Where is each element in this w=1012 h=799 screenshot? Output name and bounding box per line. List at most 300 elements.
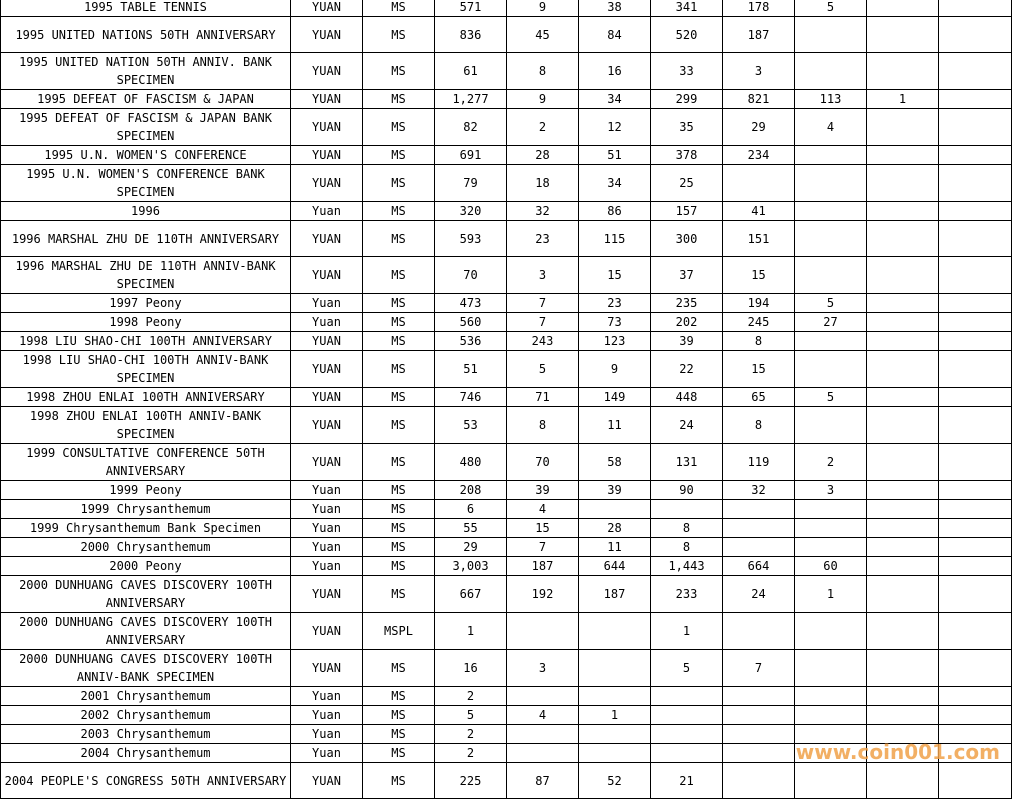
currency-cell[interactable]: YUAN [291, 165, 363, 202]
count-cell[interactable]: 27 [795, 313, 867, 332]
count-cell[interactable]: 52 [579, 763, 651, 799]
count-cell[interactable] [795, 519, 867, 538]
currency-cell[interactable]: YUAN [291, 109, 363, 146]
currency-cell[interactable]: YUAN [291, 17, 363, 53]
currency-cell[interactable]: YUAN [291, 650, 363, 687]
coin-name-cell[interactable]: 1999 Peony [1, 481, 291, 500]
count-cell[interactable]: 202 [651, 313, 723, 332]
count-cell[interactable] [867, 706, 939, 725]
grade-cell[interactable]: MS [363, 407, 435, 444]
count-cell[interactable]: 16 [579, 53, 651, 90]
currency-cell[interactable]: Yuan [291, 294, 363, 313]
count-cell[interactable] [939, 706, 1012, 725]
count-cell[interactable]: 16 [435, 650, 507, 687]
count-cell[interactable] [723, 744, 795, 763]
count-cell[interactable]: 235 [651, 294, 723, 313]
coin-name-cell[interactable]: 1996 MARSHAL ZHU DE 110TH ANNIVERSARY [1, 221, 291, 257]
count-cell[interactable]: 70 [507, 444, 579, 481]
count-cell[interactable] [939, 763, 1012, 799]
count-cell[interactable] [723, 519, 795, 538]
count-cell[interactable] [723, 500, 795, 519]
coin-name-cell[interactable]: 1995 UNITED NATIONS 50TH ANNIVERSARY [1, 17, 291, 53]
count-cell[interactable] [939, 407, 1012, 444]
count-cell[interactable]: 6 [435, 500, 507, 519]
count-cell[interactable] [795, 500, 867, 519]
count-cell[interactable] [939, 90, 1012, 109]
coin-name-cell[interactable]: 1995 U.N. WOMEN'S CONFERENCE BANK SPECIMEN [1, 165, 291, 202]
count-cell[interactable]: 5 [651, 650, 723, 687]
count-cell[interactable]: 23 [507, 221, 579, 257]
count-cell[interactable]: 8 [651, 519, 723, 538]
count-cell[interactable]: 35 [651, 109, 723, 146]
coin-name-cell[interactable]: 2000 DUNHUANG CAVES DISCOVERY 100TH ANNIVERSARY [1, 613, 291, 650]
count-cell[interactable] [939, 53, 1012, 90]
count-cell[interactable]: 8 [507, 53, 579, 90]
count-cell[interactable]: 571 [435, 0, 507, 17]
count-cell[interactable]: 23 [579, 294, 651, 313]
grade-cell[interactable]: MS [363, 53, 435, 90]
count-cell[interactable] [939, 109, 1012, 146]
count-cell[interactable]: 536 [435, 332, 507, 351]
grade-cell[interactable]: MS [363, 165, 435, 202]
count-cell[interactable]: 41 [723, 202, 795, 221]
count-cell[interactable]: 87 [507, 763, 579, 799]
coin-name-cell[interactable]: 2001 Chrysanthemum [1, 687, 291, 706]
count-cell[interactable] [867, 388, 939, 407]
count-cell[interactable]: 1 [795, 576, 867, 613]
coin-name-cell[interactable]: 2000 DUNHUANG CAVES DISCOVERY 100TH ANNIV-BANK SPECIMEN [1, 650, 291, 687]
count-cell[interactable]: 8 [723, 407, 795, 444]
count-cell[interactable]: 11 [579, 538, 651, 557]
count-cell[interactable]: 3 [507, 257, 579, 294]
grade-cell[interactable]: MS [363, 388, 435, 407]
count-cell[interactable]: 178 [723, 0, 795, 17]
count-cell[interactable]: 3,003 [435, 557, 507, 576]
coin-name-cell[interactable]: 1995 DEFEAT OF FASCISM & JAPAN BANK SPECIMEN [1, 109, 291, 146]
count-cell[interactable] [795, 650, 867, 687]
currency-cell[interactable]: YUAN [291, 576, 363, 613]
count-cell[interactable] [795, 538, 867, 557]
count-cell[interactable] [795, 165, 867, 202]
count-cell[interactable]: 187 [507, 557, 579, 576]
count-cell[interactable]: 4 [507, 500, 579, 519]
count-cell[interactable]: 29 [435, 538, 507, 557]
currency-cell[interactable]: Yuan [291, 744, 363, 763]
count-cell[interactable]: 28 [579, 519, 651, 538]
count-cell[interactable]: 243 [507, 332, 579, 351]
count-cell[interactable] [939, 481, 1012, 500]
currency-cell[interactable]: YUAN [291, 444, 363, 481]
count-cell[interactable] [867, 763, 939, 799]
grade-cell[interactable]: MS [363, 257, 435, 294]
count-cell[interactable] [795, 221, 867, 257]
count-cell[interactable] [867, 53, 939, 90]
grade-cell[interactable]: MS [363, 444, 435, 481]
currency-cell[interactable]: YUAN [291, 146, 363, 165]
coin-name-cell[interactable]: 1998 ZHOU ENLAI 100TH ANNIVERSARY [1, 388, 291, 407]
count-cell[interactable]: 448 [651, 388, 723, 407]
count-cell[interactable]: 51 [579, 146, 651, 165]
count-cell[interactable]: 73 [579, 313, 651, 332]
count-cell[interactable]: 7 [507, 313, 579, 332]
count-cell[interactable]: 5 [795, 294, 867, 313]
currency-cell[interactable]: YUAN [291, 332, 363, 351]
count-cell[interactable]: 55 [435, 519, 507, 538]
coin-name-cell[interactable]: 2002 Chrysanthemum [1, 706, 291, 725]
currency-cell[interactable]: YUAN [291, 53, 363, 90]
count-cell[interactable] [939, 221, 1012, 257]
count-cell[interactable]: 187 [723, 17, 795, 53]
count-cell[interactable]: 1 [435, 613, 507, 650]
count-cell[interactable]: 192 [507, 576, 579, 613]
grade-cell[interactable]: MS [363, 763, 435, 799]
count-cell[interactable]: 21 [651, 763, 723, 799]
grade-cell[interactable]: MS [363, 332, 435, 351]
coin-name-cell[interactable]: 1999 Chrysanthemum [1, 500, 291, 519]
currency-cell[interactable]: Yuan [291, 706, 363, 725]
count-cell[interactable]: 82 [435, 109, 507, 146]
count-cell[interactable]: 836 [435, 17, 507, 53]
count-cell[interactable]: 3 [507, 650, 579, 687]
count-cell[interactable] [867, 444, 939, 481]
count-cell[interactable] [867, 146, 939, 165]
count-cell[interactable]: 300 [651, 221, 723, 257]
count-cell[interactable]: 32 [723, 481, 795, 500]
count-cell[interactable]: 65 [723, 388, 795, 407]
coin-name-cell[interactable]: 1998 LIU SHAO-CHI 100TH ANNIVERSARY [1, 332, 291, 351]
count-cell[interactable] [939, 687, 1012, 706]
count-cell[interactable] [579, 687, 651, 706]
count-cell[interactable]: 5 [795, 388, 867, 407]
currency-cell[interactable]: YUAN [291, 763, 363, 799]
grade-cell[interactable]: MS [363, 538, 435, 557]
grade-cell[interactable]: MS [363, 576, 435, 613]
grade-cell[interactable]: MS [363, 687, 435, 706]
count-cell[interactable] [723, 538, 795, 557]
count-cell[interactable]: 8 [723, 332, 795, 351]
grade-cell[interactable]: MS [363, 557, 435, 576]
count-cell[interactable]: 131 [651, 444, 723, 481]
count-cell[interactable] [867, 481, 939, 500]
count-cell[interactable]: 2 [435, 725, 507, 744]
currency-cell[interactable]: Yuan [291, 538, 363, 557]
count-cell[interactable] [795, 351, 867, 388]
coin-name-cell[interactable]: 2004 Chrysanthemum [1, 744, 291, 763]
count-cell[interactable]: 119 [723, 444, 795, 481]
count-cell[interactable]: 58 [579, 444, 651, 481]
grade-cell[interactable]: MS [363, 146, 435, 165]
currency-cell[interactable]: YUAN [291, 351, 363, 388]
grade-cell[interactable]: MS [363, 313, 435, 332]
count-cell[interactable]: 1,277 [435, 90, 507, 109]
currency-cell[interactable]: Yuan [291, 519, 363, 538]
count-cell[interactable] [939, 257, 1012, 294]
count-cell[interactable]: 9 [579, 351, 651, 388]
currency-cell[interactable]: YUAN [291, 257, 363, 294]
count-cell[interactable] [795, 257, 867, 294]
grade-cell[interactable]: MS [363, 0, 435, 17]
count-cell[interactable] [939, 538, 1012, 557]
count-cell[interactable]: 225 [435, 763, 507, 799]
count-cell[interactable]: 245 [723, 313, 795, 332]
grade-cell[interactable]: MS [363, 351, 435, 388]
coin-name-cell[interactable]: 1995 UNITED NATION 50TH ANNIV. BANK SPECIMEN [1, 53, 291, 90]
currency-cell[interactable]: YUAN [291, 407, 363, 444]
count-cell[interactable] [507, 613, 579, 650]
count-cell[interactable]: 821 [723, 90, 795, 109]
count-cell[interactable]: 644 [579, 557, 651, 576]
count-cell[interactable] [867, 351, 939, 388]
count-cell[interactable]: 33 [651, 53, 723, 90]
count-cell[interactable]: 123 [579, 332, 651, 351]
coin-name-cell[interactable]: 2000 Chrysanthemum [1, 538, 291, 557]
coin-name-cell[interactable]: 1999 CONSULTATIVE CONFERENCE 50TH ANNIVERSARY [1, 444, 291, 481]
count-cell[interactable] [867, 557, 939, 576]
count-cell[interactable] [867, 17, 939, 53]
count-cell[interactable] [651, 744, 723, 763]
count-cell[interactable] [939, 444, 1012, 481]
count-cell[interactable]: 2 [795, 444, 867, 481]
count-cell[interactable] [867, 407, 939, 444]
grade-cell[interactable]: MS [363, 109, 435, 146]
count-cell[interactable]: 71 [507, 388, 579, 407]
count-cell[interactable]: 11 [579, 407, 651, 444]
count-cell[interactable]: 5 [435, 706, 507, 725]
count-cell[interactable] [723, 687, 795, 706]
count-cell[interactable]: 234 [723, 146, 795, 165]
count-cell[interactable]: 9 [507, 90, 579, 109]
count-cell[interactable]: 34 [579, 165, 651, 202]
count-cell[interactable]: 15 [507, 519, 579, 538]
count-cell[interactable]: 593 [435, 221, 507, 257]
count-cell[interactable]: 1 [579, 706, 651, 725]
count-cell[interactable]: 208 [435, 481, 507, 500]
count-cell[interactable] [867, 0, 939, 17]
count-cell[interactable]: 51 [435, 351, 507, 388]
count-cell[interactable]: 5 [507, 351, 579, 388]
count-cell[interactable]: 18 [507, 165, 579, 202]
count-cell[interactable]: 1 [867, 90, 939, 109]
count-cell[interactable] [939, 294, 1012, 313]
count-cell[interactable] [867, 109, 939, 146]
count-cell[interactable] [867, 294, 939, 313]
count-cell[interactable] [507, 744, 579, 763]
count-cell[interactable] [867, 332, 939, 351]
count-cell[interactable]: 8 [651, 538, 723, 557]
count-cell[interactable]: 37 [651, 257, 723, 294]
coin-name-cell[interactable]: 1996 [1, 202, 291, 221]
count-cell[interactable] [795, 202, 867, 221]
grade-cell[interactable]: MS [363, 17, 435, 53]
count-cell[interactable]: 187 [579, 576, 651, 613]
count-cell[interactable]: 8 [507, 407, 579, 444]
count-cell[interactable]: 32 [507, 202, 579, 221]
count-cell[interactable]: 38 [579, 0, 651, 17]
count-cell[interactable] [579, 650, 651, 687]
grade-cell[interactable]: MS [363, 500, 435, 519]
count-cell[interactable]: 1,443 [651, 557, 723, 576]
count-cell[interactable]: 15 [579, 257, 651, 294]
count-cell[interactable] [795, 17, 867, 53]
count-cell[interactable]: 7 [507, 294, 579, 313]
grade-cell[interactable]: MS [363, 90, 435, 109]
count-cell[interactable] [867, 650, 939, 687]
count-cell[interactable] [867, 257, 939, 294]
currency-cell[interactable]: Yuan [291, 202, 363, 221]
count-cell[interactable] [507, 687, 579, 706]
grade-cell[interactable]: MS [363, 519, 435, 538]
count-cell[interactable]: 151 [723, 221, 795, 257]
count-cell[interactable] [723, 165, 795, 202]
coin-name-cell[interactable]: 1997 Peony [1, 294, 291, 313]
count-cell[interactable] [867, 165, 939, 202]
count-cell[interactable]: 70 [435, 257, 507, 294]
count-cell[interactable] [867, 519, 939, 538]
currency-cell[interactable]: Yuan [291, 557, 363, 576]
count-cell[interactable]: 53 [435, 407, 507, 444]
currency-cell[interactable]: YUAN [291, 90, 363, 109]
count-cell[interactable]: 746 [435, 388, 507, 407]
count-cell[interactable] [867, 613, 939, 650]
count-cell[interactable]: 61 [435, 53, 507, 90]
coin-name-cell[interactable]: 2000 DUNHUANG CAVES DISCOVERY 100TH ANNIVERSARY [1, 576, 291, 613]
count-cell[interactable]: 520 [651, 17, 723, 53]
count-cell[interactable] [795, 706, 867, 725]
grade-cell[interactable]: MS [363, 294, 435, 313]
count-cell[interactable]: 113 [795, 90, 867, 109]
count-cell[interactable]: 39 [651, 332, 723, 351]
coin-name-cell[interactable]: 2000 Peony [1, 557, 291, 576]
count-cell[interactable]: 24 [723, 576, 795, 613]
count-cell[interactable] [651, 500, 723, 519]
count-cell[interactable]: 2 [435, 744, 507, 763]
count-cell[interactable] [939, 613, 1012, 650]
count-cell[interactable]: 299 [651, 90, 723, 109]
coin-name-cell[interactable]: 1998 ZHOU ENLAI 100TH ANNIV-BANK SPECIMEN [1, 407, 291, 444]
count-cell[interactable]: 15 [723, 351, 795, 388]
count-cell[interactable]: 12 [579, 109, 651, 146]
count-cell[interactable]: 320 [435, 202, 507, 221]
count-cell[interactable] [651, 687, 723, 706]
count-cell[interactable]: 667 [435, 576, 507, 613]
coin-name-cell[interactable]: 1996 MARSHAL ZHU DE 110TH ANNIV-BANK SPECIMEN [1, 257, 291, 294]
count-cell[interactable] [579, 744, 651, 763]
currency-cell[interactable]: YUAN [291, 221, 363, 257]
count-cell[interactable]: 3 [795, 481, 867, 500]
count-cell[interactable]: 233 [651, 576, 723, 613]
count-cell[interactable] [651, 706, 723, 725]
count-cell[interactable]: 4 [507, 706, 579, 725]
count-cell[interactable]: 34 [579, 90, 651, 109]
count-cell[interactable] [939, 650, 1012, 687]
count-cell[interactable]: 194 [723, 294, 795, 313]
count-cell[interactable]: 664 [723, 557, 795, 576]
count-cell[interactable] [939, 0, 1012, 17]
count-cell[interactable] [867, 313, 939, 332]
count-cell[interactable] [939, 17, 1012, 53]
count-cell[interactable]: 1 [651, 613, 723, 650]
coin-name-cell[interactable]: 2004 PEOPLE'S CONGRESS 50TH ANNIVERSARY [1, 763, 291, 799]
count-cell[interactable] [867, 500, 939, 519]
count-cell[interactable] [795, 407, 867, 444]
coin-name-cell[interactable]: 1999 Chrysanthemum Bank Specimen [1, 519, 291, 538]
count-cell[interactable] [579, 500, 651, 519]
count-cell[interactable]: 5 [795, 0, 867, 17]
count-cell[interactable]: 9 [507, 0, 579, 17]
count-cell[interactable] [795, 53, 867, 90]
count-cell[interactable] [939, 202, 1012, 221]
count-cell[interactable]: 480 [435, 444, 507, 481]
count-cell[interactable] [867, 576, 939, 613]
currency-cell[interactable]: YUAN [291, 613, 363, 650]
currency-cell[interactable]: Yuan [291, 500, 363, 519]
count-cell[interactable]: 7 [507, 538, 579, 557]
coin-name-cell[interactable]: 1995 U.N. WOMEN'S CONFERENCE [1, 146, 291, 165]
currency-cell[interactable]: Yuan [291, 481, 363, 500]
coin-name-cell[interactable]: 2003 Chrysanthemum [1, 725, 291, 744]
count-cell[interactable]: 29 [723, 109, 795, 146]
count-cell[interactable] [795, 146, 867, 165]
count-cell[interactable] [579, 725, 651, 744]
count-cell[interactable]: 691 [435, 146, 507, 165]
count-cell[interactable]: 2 [435, 687, 507, 706]
grade-cell[interactable]: MS [363, 481, 435, 500]
count-cell[interactable]: 115 [579, 221, 651, 257]
currency-cell[interactable]: YUAN [291, 388, 363, 407]
count-cell[interactable]: 39 [507, 481, 579, 500]
count-cell[interactable] [939, 519, 1012, 538]
count-cell[interactable]: 39 [579, 481, 651, 500]
count-cell[interactable]: 7 [723, 650, 795, 687]
count-cell[interactable]: 25 [651, 165, 723, 202]
count-cell[interactable]: 60 [795, 557, 867, 576]
count-cell[interactable] [723, 613, 795, 650]
grade-cell[interactable]: MSPL [363, 613, 435, 650]
count-cell[interactable] [795, 332, 867, 351]
grade-cell[interactable]: MS [363, 725, 435, 744]
currency-cell[interactable]: Yuan [291, 313, 363, 332]
count-cell[interactable] [867, 202, 939, 221]
currency-cell[interactable]: Yuan [291, 725, 363, 744]
coin-name-cell[interactable]: 1998 Peony [1, 313, 291, 332]
count-cell[interactable] [795, 613, 867, 650]
count-cell[interactable] [939, 557, 1012, 576]
count-cell[interactable]: 2 [507, 109, 579, 146]
grade-cell[interactable]: MS [363, 202, 435, 221]
count-cell[interactable] [723, 763, 795, 799]
coin-name-cell[interactable]: 1998 LIU SHAO-CHI 100TH ANNIV-BANK SPECIMEN [1, 351, 291, 388]
count-cell[interactable]: 90 [651, 481, 723, 500]
count-cell[interactable]: 28 [507, 146, 579, 165]
count-cell[interactable] [723, 725, 795, 744]
count-cell[interactable]: 3 [723, 53, 795, 90]
count-cell[interactable]: 15 [723, 257, 795, 294]
grade-cell[interactable]: MS [363, 706, 435, 725]
coin-name-cell[interactable]: 1995 TABLE TENNIS [1, 0, 291, 17]
count-cell[interactable] [939, 146, 1012, 165]
count-cell[interactable] [651, 725, 723, 744]
count-cell[interactable]: 84 [579, 17, 651, 53]
grade-cell[interactable]: MS [363, 650, 435, 687]
count-cell[interactable]: 86 [579, 202, 651, 221]
grade-cell[interactable]: MS [363, 221, 435, 257]
count-cell[interactable]: 45 [507, 17, 579, 53]
count-cell[interactable]: 79 [435, 165, 507, 202]
count-cell[interactable] [795, 687, 867, 706]
count-cell[interactable] [939, 313, 1012, 332]
count-cell[interactable] [795, 763, 867, 799]
count-cell[interactable] [939, 500, 1012, 519]
